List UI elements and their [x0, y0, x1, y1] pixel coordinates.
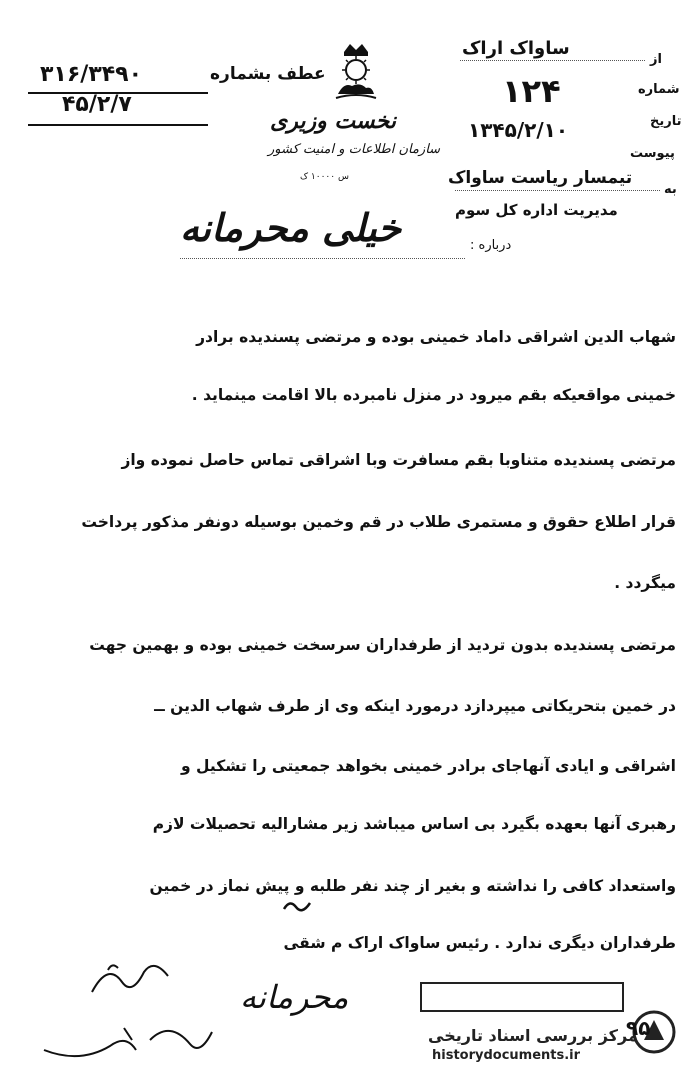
from-value: ساواک اراک	[462, 38, 570, 59]
to-department: مدیریت اداره کل سوم	[455, 201, 618, 219]
body-line: مرتضی پسندیده متناوبا بقم مسافرت وبا اشراقی تماس حاصل نموده واز	[121, 451, 676, 469]
watermark-url: historydocuments.ir	[432, 1048, 581, 1063]
watermark-text: مرکز بررسی اسناد تاریخی	[428, 1026, 638, 1045]
reference-number: ۳۱۶/۳۴۹۰	[40, 62, 143, 87]
reference-underline-2	[28, 124, 208, 126]
subject-label: درباره :	[470, 238, 512, 253]
reference-date: ۴۵/۲/۷	[62, 92, 132, 117]
body-line: شهاب الدین اشراقی داماد خمینی بوده و مرتضی پسندیده برادر	[196, 328, 676, 346]
handwritten-signature: محرمانه	[240, 978, 349, 1016]
attachment-label: پیوست	[630, 146, 675, 161]
to-label: به	[664, 182, 677, 197]
number-label: شماره	[638, 82, 680, 97]
classification-handwritten: خیلی محرمانه	[180, 205, 402, 250]
reference-label: عطف بشماره	[210, 64, 326, 84]
date-label: تاریخ	[650, 114, 682, 129]
page-mark: ۹۵	[626, 1016, 651, 1040]
body-line: واستعداد کافی را نداشته و بغیر از چند نفر طلبه و پیش نماز در خمین	[149, 877, 676, 895]
handwritten-check-icon	[282, 895, 312, 917]
number-value: ۱۲۴	[502, 72, 561, 110]
body-line: اشراقی و ایادی آنهاجای برادر خمینی بخواهد جمعیتی را تشکیل و	[181, 757, 676, 775]
form-code: س ۱۰۰۰۰ ک	[300, 172, 349, 182]
date-value: ۱۳۴۵/۲/۱۰	[468, 118, 569, 142]
office-name: نخست وزیری	[270, 108, 396, 134]
subject-dotted-line	[180, 258, 465, 259]
from-label: از	[650, 52, 662, 67]
received-stamp	[420, 982, 624, 1012]
body-line: رهبری آنها بعهده بگیرد بی اساس میباشد زیر مشارالیه تحصیلات لازم	[152, 815, 676, 833]
body-line: طرفداران دیگری ندارد . رئیس ساواک اراک م شقی	[283, 934, 676, 952]
handwritten-note-icon	[88, 952, 178, 1002]
body-line: در خمین بتحریکاتی میپردازد درمورد اینکه وی از طرف شهاب الدین ــ	[154, 697, 676, 715]
body-line: میگردد .	[614, 574, 676, 592]
to-dotted-line	[455, 190, 660, 191]
body-line: قرار اطلاع حقوق و مستمری طلاب در قم وخمین بوسیله دونفر مذکور پرداخت	[81, 513, 676, 531]
lion-and-sun-emblem-icon	[330, 42, 382, 102]
to-value: تیمسار ریاست ساواک	[448, 168, 633, 188]
from-dotted-line	[460, 60, 645, 61]
organization-name: سازمان اطلاعات و امنیت کشور	[268, 142, 441, 157]
body-line: خمینی مواقعیکه بقم میرود در منزل نامبرده بالا اقامت مینماید .	[191, 386, 676, 404]
body-line: مرتضی پسندیده بدون تردید از طرفداران سرسخت خمینی بوده و بهمین جهت	[89, 636, 676, 654]
handwritten-initials-icon	[40, 1010, 220, 1070]
